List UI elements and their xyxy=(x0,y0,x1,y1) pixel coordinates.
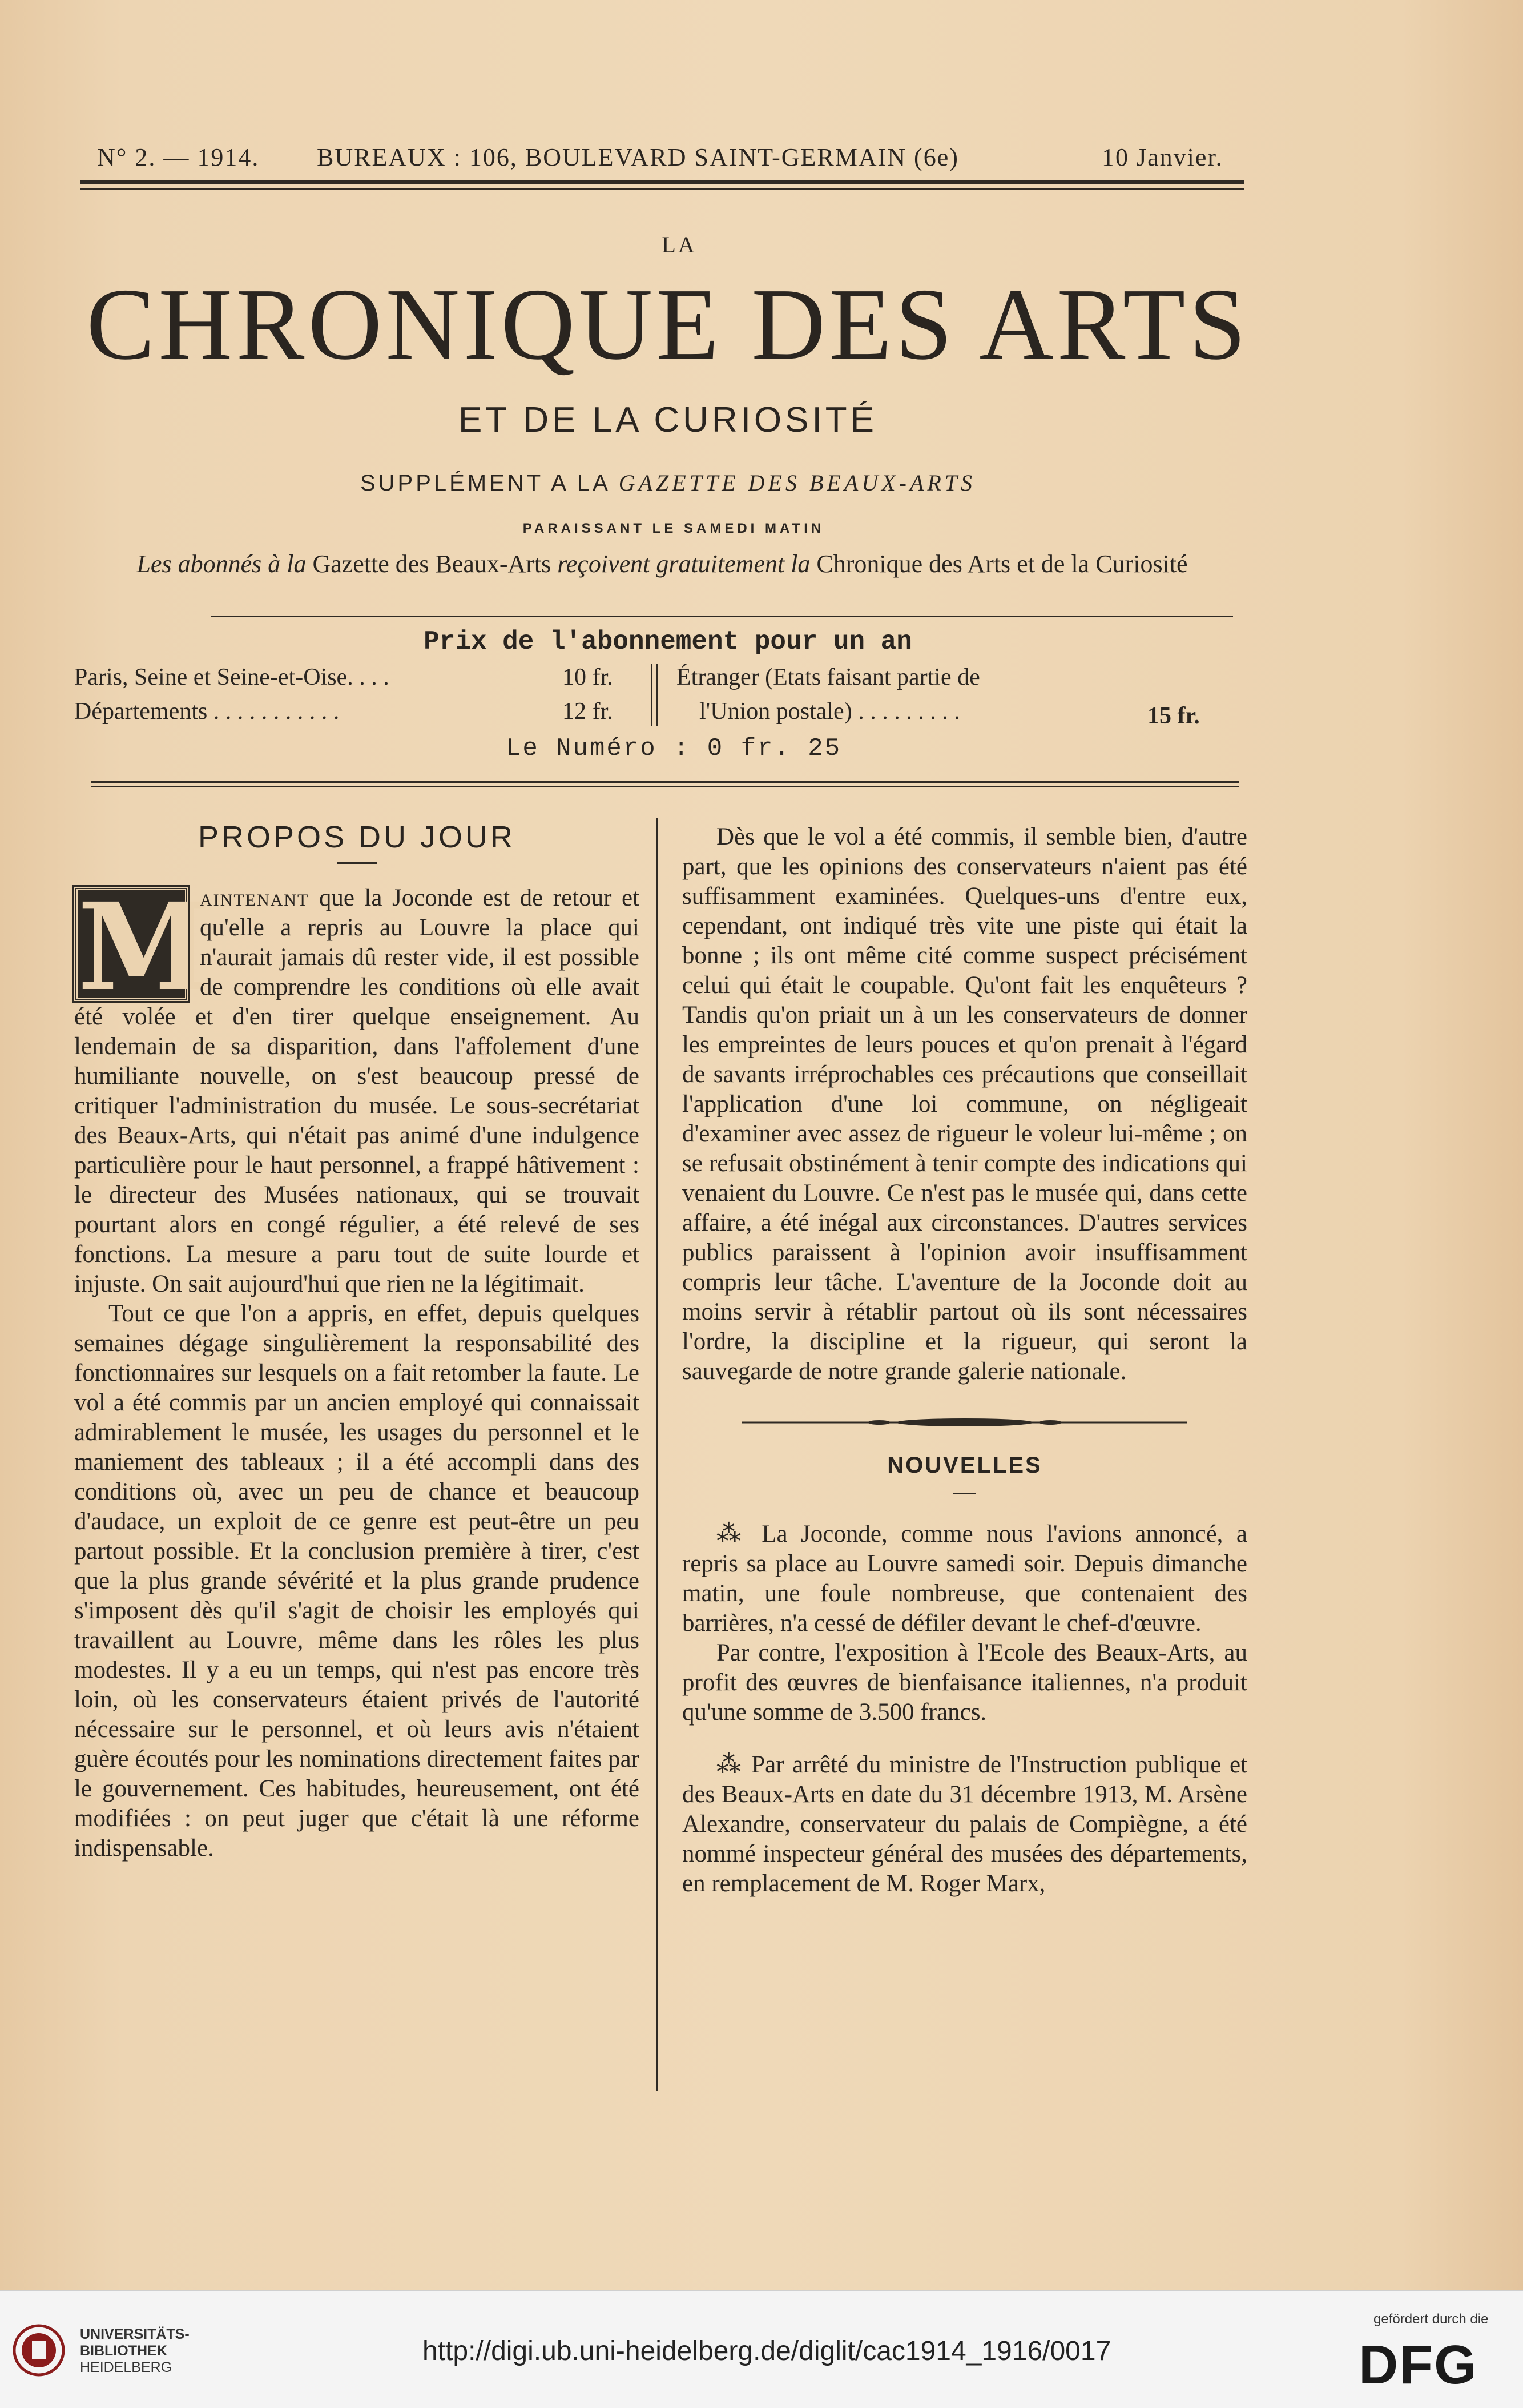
propos-heading-dash xyxy=(337,862,377,864)
abonnes-part3: reçoivent gratuitement la xyxy=(557,550,811,578)
uni-line-1: UNIVERSITÄTS- xyxy=(80,2326,190,2342)
pricing-title: Prix de l'abonnement pour un an xyxy=(424,627,912,657)
nouvelles-heading: NOUVELLES xyxy=(887,1453,1042,1478)
nouvelles-item-1: ⁂ La Joconde, comme nous l'avions annoncé, a repris sa place au Louvre samedi soir. Depuis dimanche matin, une foule nombreuse, que contenaient des barrières, n'a cessé de défiler devant le chef-d'œuvre. xyxy=(682,1521,1247,1637)
university-library-name xyxy=(80,2326,190,2376)
pricing-dept-price: 12 fr. xyxy=(562,698,613,725)
supplement-prefix: SUPPLÉMENT A LA xyxy=(360,471,619,496)
pricing-divider-2 xyxy=(656,664,658,726)
pricing-dept-label: Départements . . . . . . . . . . . xyxy=(74,698,340,725)
abonnes-part2: Gazette des Beaux-Arts xyxy=(306,550,558,578)
digitization-footer xyxy=(0,2290,1523,2408)
dfg-logo: DFG xyxy=(1359,2334,1478,2395)
supplement-line xyxy=(217,469,1119,496)
supplement-gazette: GAZETTE DES BEAUX-ARTS xyxy=(618,470,976,496)
pricing-paris-price: 10 fr. xyxy=(562,664,613,690)
pricing-divider xyxy=(651,664,652,726)
pricing-etranger-price: 15 fr. xyxy=(1147,703,1200,729)
abonnes-part1: Les abonnés à la xyxy=(136,550,307,578)
nouvelles-item-3: ⁂ Par arrêté du ministre de l'Instruction publique et des Beaux-Arts en date du 31 décembre 1913, M. Arsène Alexandre, conservateur du palais de Compiègne, a été nommé inspecteur général des musées des départements, en remplacement de M. Roger Marx, xyxy=(682,1751,1247,1897)
abonnes-line xyxy=(74,549,1250,578)
pricing-numero: Le Numéro : 0 fr. 25 xyxy=(505,734,842,763)
masthead-title: CHRONIQUE DES ARTS xyxy=(86,267,1250,381)
university-seal-icon xyxy=(13,2324,65,2377)
nouvelles-item-2: Par contre, l'exposition à l'Ecole des Beaux-Arts, au profit des œuvres de bienfaisance italiennes, n'a produit qu'une somme de 3.500 francs. xyxy=(682,1639,1247,1726)
pricing-bottom-rule xyxy=(91,781,1239,787)
ornament-divider xyxy=(742,1417,1187,1428)
propos-paragraph-2: Tout ce que l'on a appris, en effet, depuis quelques semaines dégage singulièrement la responsabilité des fonctionnaires sur lesquels on a fait retomber la faute. Le vol a été commis par un ancien employé qui connaissait admirablement le musée, les usages du personnel et le maniement des tableaux ; il a été accompli dans des conditions où, avec un peu de chance et beaucoup d'audace, un exploit de ce genre est peut-être un peu partout possible. Et la conclusion première à tirer, c'est que la plus grande sévérité et la plus grande prudence s'imposent dès qu'il s'agit de choisir les employés qui travaillent au Louvre, même dans les rôles les plus modestes. Il y a eu un temps, qui n'est pas encore très loin, où les conservateurs étaient privés de l'autorité nécessaire sur le personnel, et où leurs avis n'étaient guère écoutés pour les nominations directement faites par le gouvernement. Ces habitudes, heureusement, ont été modifiées : on peut juger que c'était là une réforme indispensable. xyxy=(74,1300,639,1862)
nouvelles-heading-dash xyxy=(953,1493,976,1494)
dfg-caption: gefördert durch die xyxy=(1373,2311,1489,2327)
header-rule xyxy=(80,180,1244,184)
first-word: aintenant xyxy=(200,885,309,911)
pricing-etranger-line2: l'Union postale) . . . . . . . . . xyxy=(699,698,960,725)
propos-heading: PROPOS DU JOUR xyxy=(198,820,516,854)
source-url-link[interactable]: http://digi.ub.uni-heidelberg.de/diglit/cac1914_1916/0017 xyxy=(422,2336,1111,2366)
column-divider xyxy=(656,818,658,2091)
uni-line-2: BIBLIOTHEK xyxy=(80,2343,167,2359)
pricing-paris-label: Paris, Seine et Seine-et-Oise. . . . xyxy=(74,664,389,690)
propos-p1-text: que la Joconde est de retour et qu'elle a repris au Louvre la place qui n'aurait jamais dû rester vide, il est possible de comprendre les conditions où elle avait été volée et d'en tirer quelque enseignement. Au lendemain de sa disparition, dans l'affolement d'une humiliante nouvelle, on s'est beaucoup pressé de critiquer l'administration du musée. Le sous-secrétariat des Beaux-Arts, qui n'était pas animé d'une indulgence particulière pour le haut personnel, a frappé hâtivement : le directeur des Musées nationaux, qui se trouvait pourtant alors en congé régulier, a été relevé de ses fonctions. La mesure a paru tout de suite lourde et injuste. On sait aujourd'hui que rien ne la légitimait. xyxy=(74,885,639,1297)
left-column xyxy=(74,822,639,1863)
masthead-subtitle: ET DE LA CURIOSITÉ xyxy=(458,400,877,440)
pricing-top-rule xyxy=(211,616,1233,617)
issue-date: 10 Janvier. xyxy=(1102,143,1223,171)
right-column xyxy=(682,822,1247,1899)
uni-line-3: HEIDELBERG xyxy=(80,2359,172,2375)
pricing-etranger-line1: Étranger (Etats faisant partie de xyxy=(676,664,980,690)
propos-paragraph-1 xyxy=(74,877,639,1299)
parution-line: PARAISSANT LE SAMEDI MATIN xyxy=(522,521,825,536)
masthead-la: LA xyxy=(662,232,697,258)
issue-number: N° 2. — 1914. xyxy=(97,143,260,171)
bureaux-address: BUREAUX : 106, BOULEVARD SAINT-GERMAIN (6e) xyxy=(317,143,959,171)
dropcap-letter: M xyxy=(74,887,188,1001)
abonnes-part4: Chronique des Arts et de la Curiosité xyxy=(810,550,1188,578)
propos-paragraph-3: Dès que le vol a été commis, il semble bien, d'autre part, que les opinions des conservateurs n'aient pas été suffisamment examinées. Quelques-uns d'entre eux, cependant, ont indiqué très vite une piste qui était la bonne ; ils ont même cité comme suspect précisément celui qui était le coupable. Qu'ont fait les enquêteurs ? Tandis qu'on priait un à un les conservateurs de donner les empreintes de leurs pouces et qu'on prenait à l'égard de savants irréprochables ces précautions que conseillait l'application d'une loi commune, on négligeait d'examiner avec assez de rigueur le voleur lui-même ; on se refusait obstinément à tenir compte des indications qui venaient du Louvre. Ce n'est pas le musée qui, dans cette affaire, a été inégal aux circonstances. D'autres services publics paraissent à l'opinion avoir insuffisamment compris leur tâche. L'aventure de la Joconde doit au moins servir à rétablir partout où ils sont nécessaires l'ordre, la discipline et la rigueur, qui seront la sauvegarde de notre grande galerie nationale. xyxy=(682,823,1247,1385)
header-rule-thin xyxy=(80,188,1244,190)
